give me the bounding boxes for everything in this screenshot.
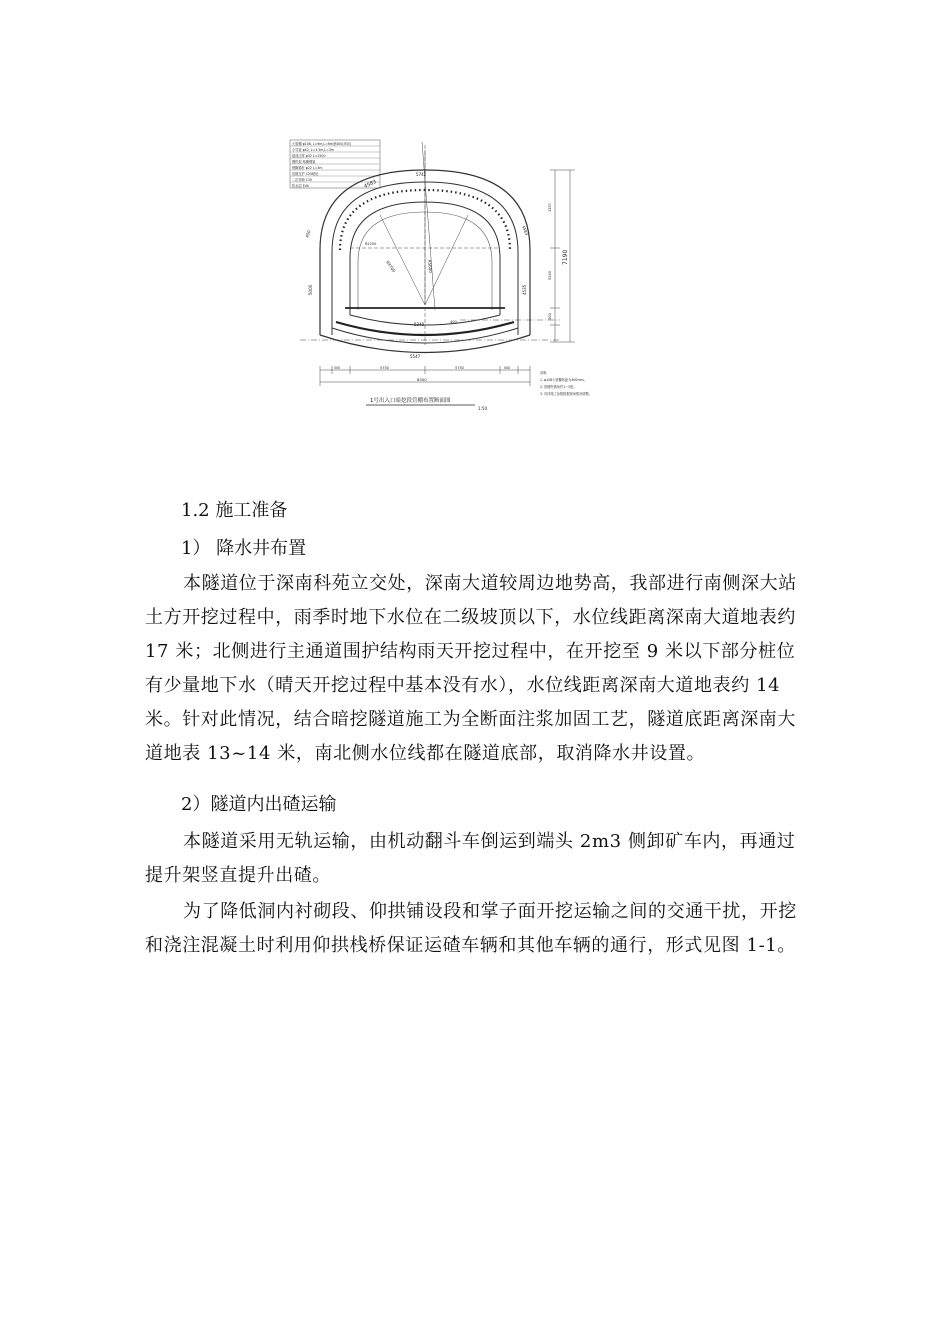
parameter-legend: [290, 140, 380, 188]
legend-line: 小导管 φ42, L=3.5m,L=3m: [292, 148, 334, 152]
legend-line: 大管棚 φ108, L=9m,L=6m@400(环向): [292, 142, 352, 146]
svg-text:5750: 5750: [380, 366, 389, 370]
radius-line: [422, 142, 435, 310]
svg-text:1. φ108大管棚环距为400mm。: 1. φ108大管棚环距为400mm。: [540, 378, 587, 382]
dim-bottom-arc: 5547: [410, 354, 421, 359]
tunnel-cross-section-drawing: [270, 130, 660, 420]
svg-text:2. 管棚外插角约1~3度。: 2. 管棚外插角约1~3度。: [540, 385, 577, 389]
section-heading: 1.2 施工准备: [181, 500, 288, 521]
figure-scale: 1:50: [478, 406, 487, 411]
svg-text:5240: 5240: [548, 271, 552, 280]
dim-right-ring: 4583: [521, 224, 530, 236]
radius-label: R5600: [427, 259, 434, 274]
drawing-svg: [270, 130, 660, 420]
dim-top-arc: 5742: [416, 172, 427, 177]
figure-caption: 1号出入口暗挖段管棚布置断面图: [370, 398, 451, 404]
right-dimension-chain: [548, 170, 575, 342]
bottom-dimension-chain: [320, 366, 530, 386]
dim-small: 400: [450, 320, 457, 324]
paragraph-transport: 本隧道采用无轨运输，由机动翻斗车倒运到端头 2m3 侧卸矿车内，再通过提升架竖直提升出碴。: [145, 831, 796, 886]
subsection-muck-transport: 2）隧道内出碴运输: [181, 794, 337, 815]
svg-text:5750: 5750: [455, 366, 464, 370]
radius-line: [380, 215, 425, 305]
legend-line: 锁脚锚杆 φ22 L=3m: [292, 166, 323, 170]
radius-label: R2250: [365, 242, 377, 246]
svg-text:500: 500: [334, 366, 341, 370]
subsection-dewatering: 1） 降水井布置: [181, 538, 307, 559]
dim-left-height: 5000: [308, 284, 313, 295]
dim-right-d: 4535: [522, 284, 527, 295]
dim-bottom-mid: 5240: [414, 322, 425, 327]
paragraph-trestle: 为了降低洞内衬砌段、仰拱铺设段和掌子面开挖运输之间的交通干扰，开挖和浇注混凝土时利用仰拱栈桥保证运碴车辆和其他车辆的通行，形式见图 1-1。: [145, 901, 797, 956]
svg-text:500: 500: [504, 366, 511, 370]
legend-line: 防水层 EVA: [292, 184, 309, 188]
svg-text:3. 具体施工参数根据现场情况调整。: 3. 具体施工参数根据现场情况调整。: [540, 392, 592, 396]
svg-text:300: 300: [548, 313, 552, 320]
radius-label: R4700: [385, 259, 397, 274]
dim-total-width: 8300: [417, 377, 427, 382]
dim-left-ring-side: 450: [304, 229, 312, 239]
legend-line: 钢拱架 格栅钢架: [292, 160, 316, 164]
paragraph-dewatering: 本隧道位于深南科苑立交处，深南大道较周边地势高，我部进行南侧深大站土方开挖过程中，雨季时地下水位在二级坡顶以下，水位线距离深南大道地表约 17 米；北侧进行主通道围护结构雨天开挖过程中，在开挖至 9 米以下部分桩位有少量地下水（晴天开挖过程中基本没有水），水位线距离深南大道地表约 14 米。针对此情况，结合暗挖隧道施工为全断面注浆加固工艺，隧道底距离深南大道地表 13~14 米，南北侧水位线都在隧道底部，取消降水井设置。: [145, 573, 797, 764]
legend-line: 超前注浆 φ32 L=2500: [292, 154, 326, 158]
dim-total-height: 7190: [562, 249, 569, 265]
drawing-notes: [540, 370, 592, 396]
dim-left-ring: 4583: [363, 178, 378, 190]
svg-text:1357: 1357: [548, 203, 552, 212]
legend-line: 二次衬砌 C30: [292, 178, 313, 182]
svg-text:说明:: 说明:: [540, 371, 548, 375]
legend-line: 初期支护 C25喷砼: [292, 172, 319, 176]
